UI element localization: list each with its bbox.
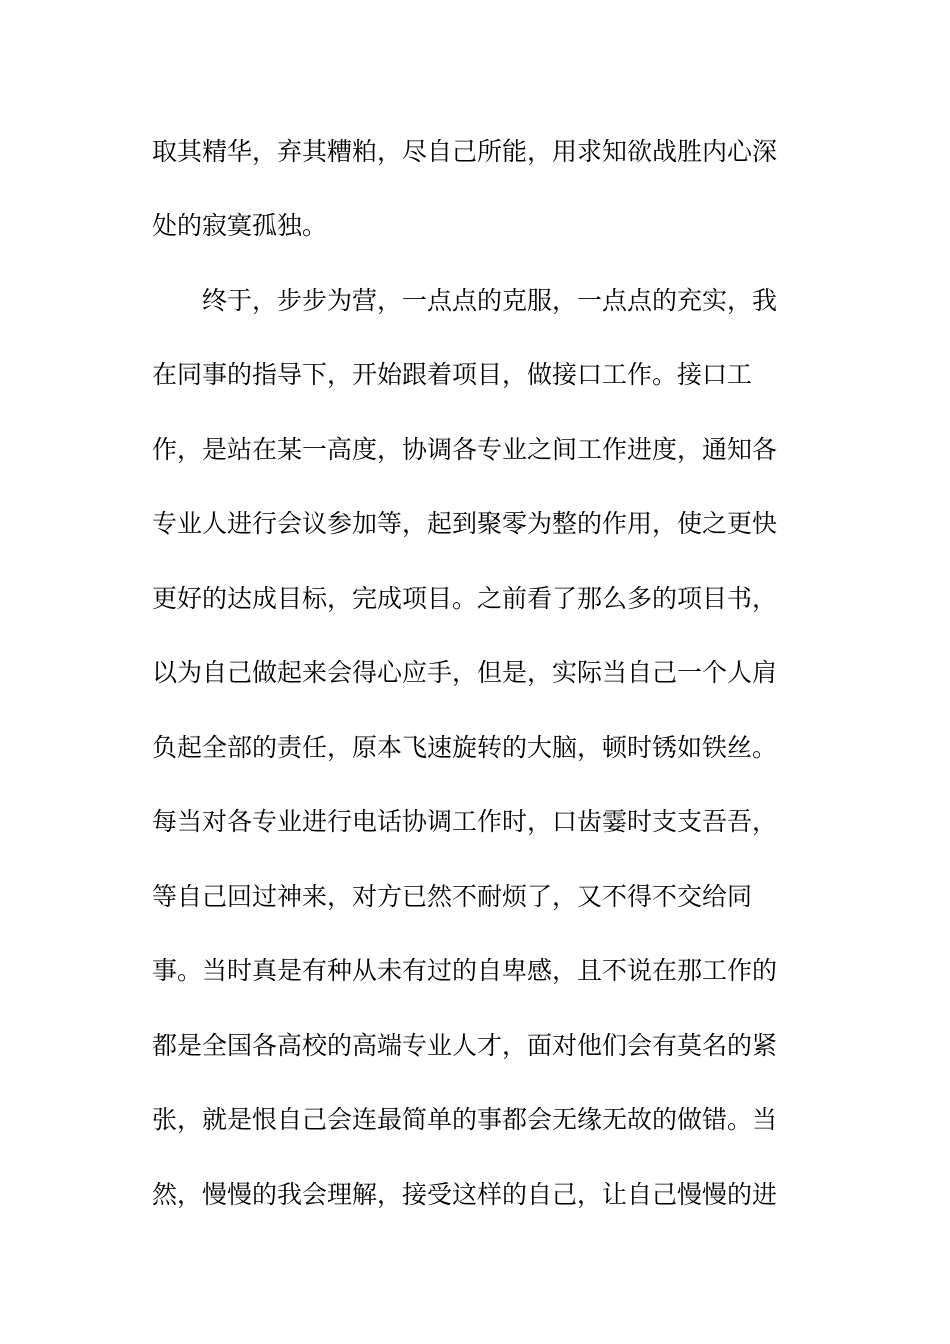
paragraph-start-line: 终于，步步为营，一点点的克服，一点点的充实，我 (202, 286, 778, 315)
text-line-14: 张，就是恨自己会连最简单的事都会无缘无故的做错。当 (152, 1105, 778, 1134)
text-line-4: 在同事的指导下，开始跟着项目，做接口工作。接口工 (152, 360, 753, 389)
text-line-15: 然，慢慢的我会理解，接受这样的自己，让自己慢慢的进 (152, 1180, 778, 1209)
text-line-8: 以为自己做起来会得心应手，但是，实际当自己一个人肩 (152, 658, 778, 687)
text-line-13: 都是全国各高校的高端专业人才，面对他们会有莫名的紧 (152, 1031, 778, 1060)
text-line-10: 每当对各专业进行电话协调工作时，口齿霎时支支吾吾， (152, 807, 778, 836)
text-line-12: 事。当时真是有种从未有过的自卑感，且不说在那工作的 (152, 956, 778, 985)
text-line-11: 等自己回过神来，对方已然不耐烦了，又不得不交给同 (152, 882, 753, 911)
text-line-6: 专业人进行会议参加等，起到聚零为整的作用，使之更快 (152, 509, 778, 538)
text-line-5: 作，是站在某一高度，协调各专业之间工作进度，通知各 (152, 435, 778, 464)
text-line-2: 处的寂寞孤独。 (152, 211, 328, 240)
text-line-7: 更好的达成目标，完成项目。之前看了那么多的项目书， (152, 584, 778, 613)
text-line-1: 取其精华，弃其糟粕，尽自己所能，用求知欲战胜内心深 (152, 137, 778, 166)
text-line-9: 负起全部的责任，原本飞速旋转的大脑，顿时锈如铁丝。 (152, 733, 778, 762)
